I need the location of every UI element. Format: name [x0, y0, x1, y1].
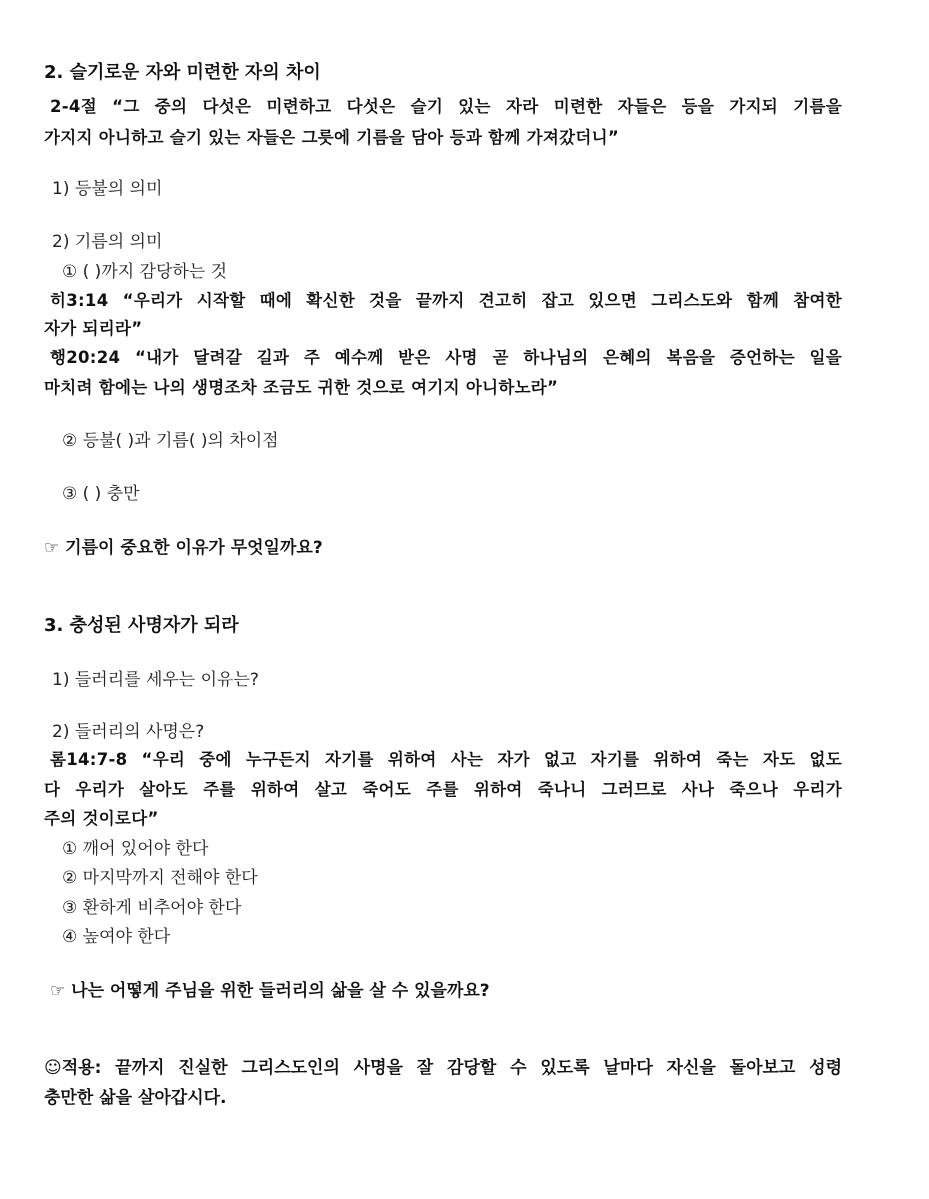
verse-romans-line1: 롬14:7-8 “우리 중에 누구든지 자기를 위하여 사는 자가 없고 자기를 위하여 죽는 자도 없도	[50, 750, 842, 769]
duty-item-3: ③ 환하게 비추어야 한다	[62, 898, 242, 918]
oil-meaning-sub2: ② 등불( )과 기름( )의 차이점	[62, 431, 279, 451]
verse-matthew-2-4-line1: 2-4절 “그 중의 다섯은 미련하고 다섯은 슬기 있는 자라 미련한 자들은 등을 가지되 기름을	[50, 97, 842, 116]
verse-acts-line2: 마치려 함에는 나의 생명조차 조금도 귀한 것으로 여기지 아니하노라”	[44, 378, 559, 397]
groomsman-reason-item: 1) 들러리를 세우는 이유는?	[52, 670, 259, 690]
duty-item-4: ④ 높여야 한다	[62, 927, 171, 947]
application-line2: 충만한 삶을 살아갑시다.	[44, 1088, 227, 1108]
verse-matthew-2-4-line2: 가지지 아니하고 슬기 있는 자들은 그릇에 기름을 담아 등과 함께 가져갔더니”	[44, 128, 619, 147]
oil-meaning-item: 2) 기름의 의미	[52, 232, 163, 252]
section3-title: 3. 충성된 사명자가 되라	[44, 615, 239, 636]
groomsman-mission-item: 2) 들러리의 사명은?	[52, 722, 205, 742]
duty-item-2: ② 마지막까지 전해야 한다	[62, 868, 258, 888]
section2-title: 2. 슬기로운 자와 미련한 자의 차이	[44, 62, 321, 83]
lamp-meaning-item: 1) 등불의 의미	[52, 179, 163, 199]
application-line1: ☺적용: 끝까지 진실한 그리스도인의 사명을 잘 감당할 수 있도록 날마다 자신을 돌아보고 성령	[44, 1058, 842, 1078]
oil-meaning-sub1: ① ( )까지 감당하는 것	[62, 262, 228, 282]
duty-item-1: ① 깨어 있어야 한다	[62, 839, 209, 859]
section3-question: ☞ 나는 어떻게 주님을 위한 들러리의 삶을 살 수 있을까요?	[50, 981, 490, 1001]
verse-hebrews-line2: 자가 되리라”	[44, 319, 143, 338]
verse-romans-line3: 주의 것이로다”	[44, 809, 159, 828]
section2-question: ☞ 기름이 중요한 이유가 무엇일까요?	[44, 538, 323, 558]
verse-acts-line1: 행20:24 “내가 달려갈 길과 주 예수께 받은 사명 곧 하나님의 은혜의 복음을 증언하는 일을	[50, 348, 842, 367]
oil-meaning-sub3: ③ ( ) 충만	[62, 484, 140, 504]
verse-romans-line2: 다 우리가 살아도 주를 위하여 살고 죽어도 주를 위하여 죽나니 그러므로 사나 죽으나 우리가	[44, 780, 842, 799]
verse-hebrews-line1: 히3:14 “우리가 시작할 때에 확신한 것을 끝까지 견고히 잡고 있으면 그리스도와 함께 참여한	[50, 291, 842, 310]
